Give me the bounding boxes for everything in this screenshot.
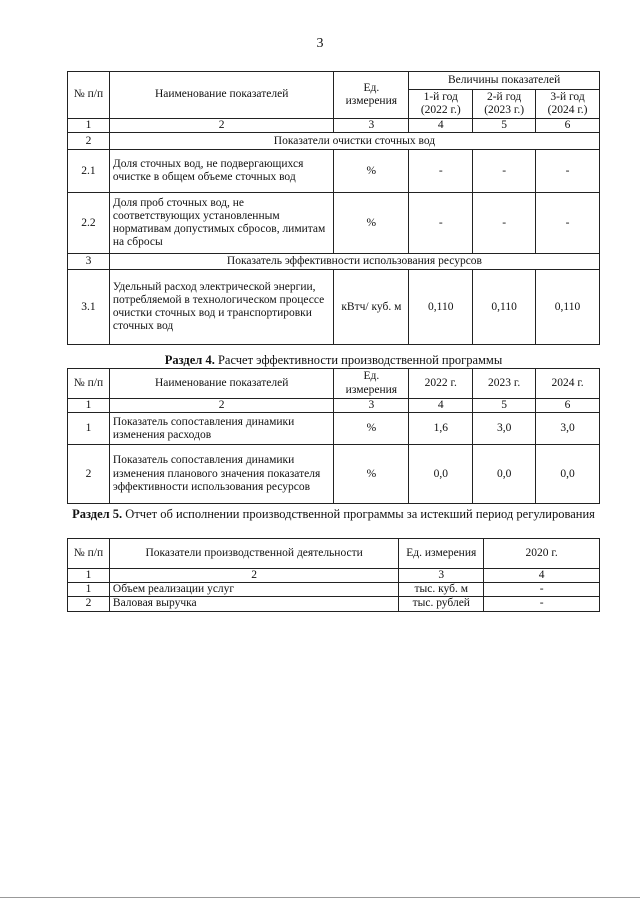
header-year-1: 2022 г. — [409, 369, 473, 399]
row-num: 1 — [68, 583, 110, 597]
table-row — [68, 597, 600, 611]
row-value: - — [473, 150, 536, 193]
row-value: 1,6 — [409, 413, 473, 445]
index-row — [68, 399, 600, 413]
row-unit: % — [334, 193, 409, 254]
section-5-title: Отчет об исполнении производственной программы за истекший период регулирования — [122, 507, 595, 521]
row-num: 3.1 — [68, 270, 110, 345]
index-cell: 2 — [109, 119, 333, 133]
header-year: 2020 г. — [484, 539, 600, 569]
row-unit: % — [334, 150, 409, 193]
row-value: 3,0 — [536, 413, 600, 445]
page-number: 3 — [316, 36, 324, 51]
header-year-3: 3-й год (2024 г.) — [536, 90, 600, 119]
row-unit: тыс. рублей — [399, 597, 484, 611]
index-cell: 6 — [536, 399, 600, 413]
header-num: № п/п — [68, 369, 110, 399]
row-value: - — [484, 583, 600, 597]
section-row — [68, 254, 600, 270]
index-cell: 1 — [68, 399, 110, 413]
row-unit: кВтч/ куб. м — [334, 270, 409, 345]
row-name: Показатель сопоставления динамики изменения расходов — [109, 413, 333, 445]
header-year-2: 2023 г. — [473, 369, 536, 399]
section-5-heading — [67, 507, 600, 522]
row-num: 2 — [68, 597, 110, 611]
row-value: 0,110 — [536, 270, 600, 345]
row-value: - — [536, 150, 600, 193]
index-row — [68, 569, 600, 583]
table-row — [68, 193, 600, 254]
section-row — [68, 133, 600, 150]
index-cell: 3 — [334, 399, 409, 413]
index-cell: 3 — [334, 119, 409, 133]
row-value: - — [536, 193, 600, 254]
section-4-label: Раздел 4. — [164, 353, 215, 367]
header-name: Наименование показателей — [109, 72, 333, 119]
index-cell: 2 — [109, 399, 333, 413]
index-cell: 2 — [109, 569, 398, 583]
row-unit: % — [334, 445, 409, 504]
section-title: Показатель эффективности использования ресурсов — [109, 254, 599, 270]
row-value: - — [409, 193, 473, 254]
row-name: Доля проб сточных вод, не соответствующих установленным нормативам допустимых сбросов, лимитам на сбросы — [109, 193, 333, 254]
table-row — [68, 413, 600, 445]
row-value: 0,110 — [473, 270, 536, 345]
efficiency-table — [67, 368, 600, 504]
section-num: 2 — [68, 133, 110, 150]
row-value: 0,0 — [409, 445, 473, 504]
table-row — [68, 445, 600, 504]
row-num: 2 — [68, 445, 110, 504]
index-cell: 4 — [409, 119, 473, 133]
row-value: - — [473, 193, 536, 254]
row-name: Валовая выручка — [109, 597, 398, 611]
row-unit: тыс. куб. м — [399, 583, 484, 597]
index-cell: 5 — [473, 119, 536, 133]
row-value: 0,0 — [473, 445, 536, 504]
index-cell: 3 — [399, 569, 484, 583]
section-title: Показатели очистки сточных вод — [109, 133, 599, 150]
index-cell: 1 — [68, 569, 110, 583]
header-year-3: 2024 г. — [536, 369, 600, 399]
row-num: 2.1 — [68, 150, 110, 193]
header-unit: Ед. измерения — [334, 369, 409, 399]
row-value: - — [409, 150, 473, 193]
row-value: - — [484, 597, 600, 611]
index-row — [68, 119, 600, 133]
table-row — [68, 583, 600, 597]
row-value: 0,0 — [536, 445, 600, 504]
header-num: № п/п — [68, 72, 110, 119]
indicators-table — [67, 71, 600, 345]
section-num: 3 — [68, 254, 110, 270]
index-cell: 6 — [536, 119, 600, 133]
header-name: Наименование показателей — [109, 369, 333, 399]
section-4-heading — [67, 353, 600, 368]
row-num: 1 — [68, 413, 110, 445]
report-table — [67, 538, 600, 612]
row-unit: % — [334, 413, 409, 445]
page-bottom-rule — [0, 897, 640, 898]
row-value: 0,110 — [409, 270, 473, 345]
row-name: Объем реализации услуг — [109, 583, 398, 597]
header-num: № п/п — [68, 539, 110, 569]
table-row — [68, 150, 600, 193]
row-name: Удельный расход электрической энергии, потребляемой в технологическом процессе очистки сточных вод и транспортировки сточных вод — [109, 270, 333, 345]
header-unit: Ед. измерения — [399, 539, 484, 569]
row-name: Доля сточных вод, не подвергающихся очистке в общем объеме сточных вод — [109, 150, 333, 193]
header-unit: Ед. измерения — [334, 72, 409, 119]
index-cell: 5 — [473, 399, 536, 413]
header-year-2: 2-й год (2023 г.) — [473, 90, 536, 119]
header-name: Показатели производственной деятельности — [109, 539, 398, 569]
row-name: Показатель сопоставления динамики изменения планового значения показателя эффективности использования ресурсов — [109, 445, 333, 504]
index-cell: 4 — [484, 569, 600, 583]
row-value: 3,0 — [473, 413, 536, 445]
section-5-label: Раздел 5. — [72, 507, 123, 521]
section-4-title: Расчет эффективности производственной программы — [214, 353, 503, 367]
row-num: 2.2 — [68, 193, 110, 254]
header-values-group: Величины показателей — [409, 72, 600, 90]
index-cell: 1 — [68, 119, 110, 133]
index-cell: 4 — [409, 399, 473, 413]
table-row — [68, 270, 600, 345]
header-year-1: 1-й год (2022 г.) — [409, 90, 473, 119]
